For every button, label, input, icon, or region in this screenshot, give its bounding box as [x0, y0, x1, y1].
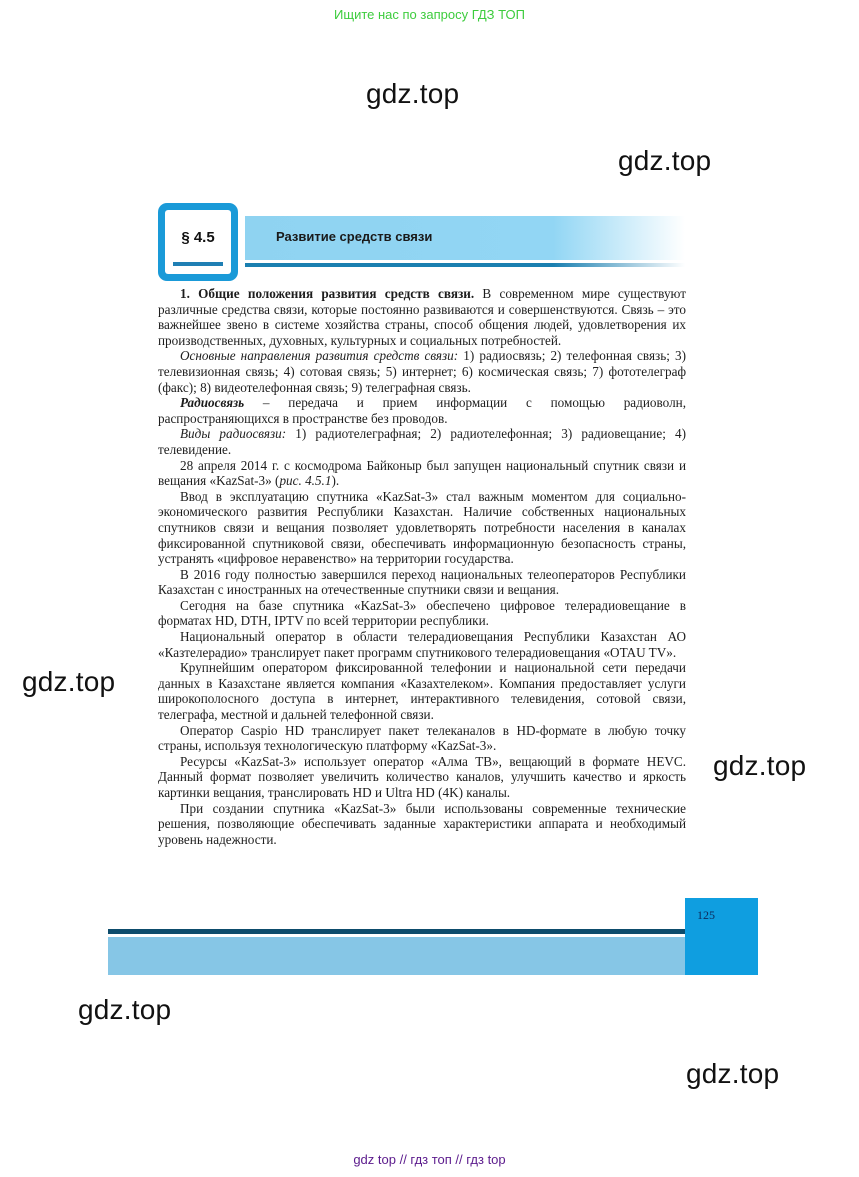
section-title-bar [245, 216, 685, 260]
top-banner: Ищите нас по запросу ГДЗ ТОП [334, 7, 525, 22]
paragraph: При создании спутника «KazSat-3» были использованы современные технические решения, позволяющие обеспечивать заданные характеристики аппарата и необходимый уровень надежности. [158, 800, 686, 847]
section-number: § 4.5 [181, 229, 215, 246]
paragraph: Оператор Caspio HD транслирует пакет телеканалов в HD-формате в любую точку страны, используя технологическую платформу «KazSat-3». [158, 722, 686, 754]
section-number-inner [165, 210, 231, 274]
footer-light-bar [108, 937, 685, 975]
section-number-underline [173, 262, 223, 266]
term: Основные направления развития средств связи: [180, 348, 459, 364]
paragraph: Ввод в эксплуатацию спутника «KazSat-3» стал важным моментом для социально-экономического развития Республики Казахстан. Наличие собственных национальных спутников связи и вещания позволяет удовлетворять потребности населения в каналах фиксированной спутниковой связи, обеспечивать информационную безопасность страны, устранять «цифровое неравенство» на территории государства. [158, 488, 686, 567]
subheading: 1. Общие положения развития средств связи. [180, 286, 475, 301]
watermark: gdz.top [618, 145, 712, 176]
page-number-box [685, 898, 758, 975]
paragraph: Основные направления развития средств связи: 1) радиосвязь; 2) телефонная связь; 3) телевизионная связь; 4) сотовая связь; 5) интернет; 6) космическая связь; 7) фототелеграф (факс); 8) видеотелефонная связь; 9) телеграфная связь. [158, 348, 686, 395]
paragraph: Крупнейшим оператором фиксированной телефонии и национальной сети передачи данных в Казахстане является компания «Казахтелеком». Компания предоставляет услуги широкополосного доступа в интернет, интерактивного телевидения, сотовой связи, телеграфа, местной и дальней телефонной связи. [158, 660, 686, 723]
footer-dark-bar [108, 929, 685, 934]
watermark: gdz.top [713, 750, 807, 781]
term: Виды радиосвязи: [180, 426, 287, 442]
body-text [158, 286, 686, 847]
page-number: 125 [697, 908, 715, 922]
definition-term: Радиосвязь [180, 395, 245, 411]
bottom-banner: gdz top // гдз топ // гдз top [353, 1152, 506, 1167]
watermark: gdz.top [366, 78, 460, 109]
watermark: gdz.top [78, 994, 172, 1025]
section-number-box [158, 203, 238, 281]
paragraph: 1. Общие положения развития средств связи. В современном мире существуют различные средства связи, которые постоянно развиваются и совершенствуются. Связь – это важнейшее звено в системе хозяйства страны, способ общения людей, удовлетворения их производственных, духовных, культурных и социальных потребностей. [158, 286, 686, 348]
paragraph: В 2016 году полностью завершился переход национальных телеоператоров Республики Казахстан с иностранных на отечественные спутники связи и вещания. [158, 566, 686, 598]
paragraph: 28 апреля 2014 г. с космодрома Байконыр был запущен национальный спутник связи и вещания «KazSat-3» (рис. 4.5.1). [158, 457, 686, 489]
figure-reference: рис. 4.5.1 [279, 473, 332, 489]
section-title-underline [245, 263, 685, 267]
watermark: gdz.top [22, 666, 116, 697]
paragraph: Виды радиосвязи: 1) радиотелеграфная; 2) радиотелефонная; 3) радиовещание; 4) телевидение. [158, 426, 686, 457]
paragraph: Национальный оператор в области телерадиовещания Республики Казахстан АО «Казтелерадио» транслирует пакет программ спутникового телерадиовещания «OTAU TV». [158, 629, 686, 660]
watermark: gdz.top [686, 1058, 780, 1089]
section-title: Развитие средств связи [276, 229, 433, 244]
paragraph: Ресурсы «KazSat-3» использует оператор «Алма ТВ», вещающий в формате HEVC. Данный формат позволяет увеличить количество каналов, улучшить качество и яркость картинки вещания, транслировать HD и Ultra HD (4K) каналы. [158, 753, 686, 800]
paragraph: Сегодня на базе спутника «KazSat-3» обеспечено цифровое телерадиовещание в форматах HD, DTH, IPTV по всей территории республики. [158, 597, 686, 629]
paragraph: Радиосвязь – передача и прием информации с помощью радиоволн, распространяющихся в пространстве без проводов. [158, 395, 686, 426]
